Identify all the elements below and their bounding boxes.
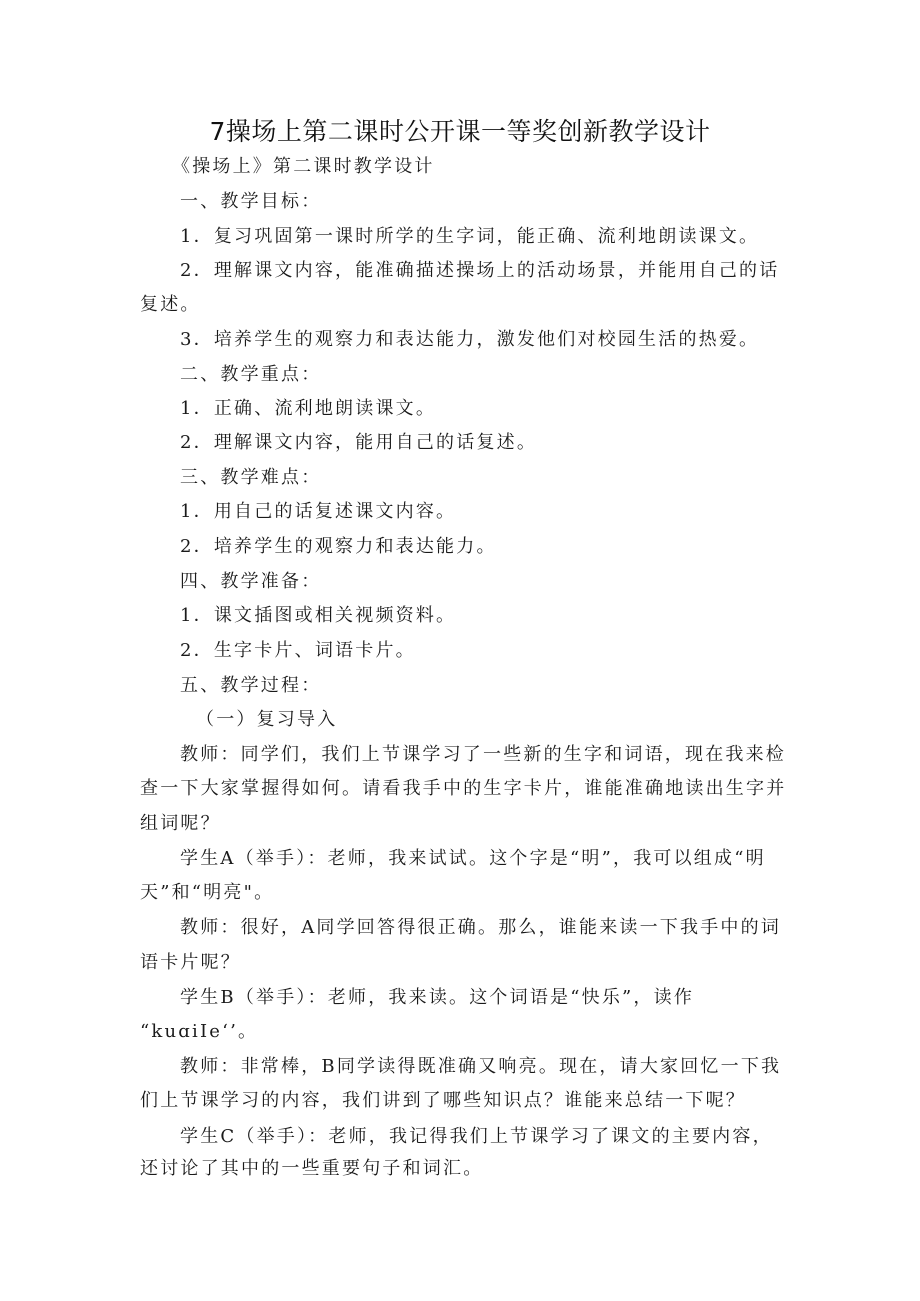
paragraph-line: 1．正确、流利地朗读课文。 (180, 398, 437, 419)
paragraph-line: 组词呢？ (140, 813, 221, 834)
paragraph-line: 1．复习巩固第一课时所学的生字词，能正确、流利地朗读课文。 (180, 226, 760, 247)
document-title: 7操场上第二课时公开课一等奖创新教学设计 (209, 117, 711, 146)
paragraph-line: 2．培养学生的观察力和表达能力。 (180, 536, 497, 557)
paragraph-line: 天”和“明亮"。 (140, 882, 275, 903)
document-subtitle: 《操场上》第二课时教学设计 (172, 156, 435, 177)
paragraph-line: 还讨论了其中的一些重要句子和词汇。 (140, 1158, 484, 1179)
paragraph-line: 学生B（举手）：老师，我来读。这个词语是“快乐”，读作 (180, 987, 695, 1008)
paragraph-line: 教师：非常棒，B同学读得既准确又响亮。现在，请大家回忆一下我 (180, 1056, 782, 1077)
paragraph-line: 1．课文插图或相关视频资料。 (180, 605, 457, 626)
paragraph-line: 学生C（举手）：老师，我记得我们上节课学习了课文的主要内容， (180, 1126, 773, 1147)
paragraph-line: 查一下大家掌握得如何。请看我手中的生字卡片，谁能准确地读出生字并 (140, 778, 787, 799)
paragraph-line: “kuɑiIe‘’。 (140, 1021, 259, 1042)
section-heading-difficulties: 三、教学难点： (180, 467, 322, 488)
section-heading-key-points: 二、教学重点： (180, 364, 322, 385)
section-heading-objectives: 一、教学目标： (180, 191, 322, 212)
subsection-heading-review: （一）复习导入 (196, 709, 338, 730)
paragraph-line: 们上节课学习的内容，我们讲到了哪些知识点？谁能来总结一下呢？ (140, 1090, 746, 1111)
paragraph-line: 2．理解课文内容，能准确描述操场上的活动场景，并能用自己的话 (180, 260, 780, 281)
section-heading-preparation: 四、教学准备： (180, 571, 322, 592)
paragraph-line: 2．理解课文内容，能用自己的话复述。 (180, 432, 538, 453)
paragraph-line: 教师：很好，A同学回答得很正确。那么，谁能来读一下我手中的词 (180, 917, 781, 938)
paragraph-line: 教师：同学们，我们上节课学习了一些新的生字和词语，现在我来检 (180, 744, 786, 765)
paragraph-line: 学生A（举手）：老师，我来试试。这个字是“明”，我可以组成“明 (180, 848, 766, 869)
paragraph-line: 1．用自己的话复述课文内容。 (180, 501, 457, 522)
paragraph-line: 语卡片呢？ (140, 952, 241, 973)
paragraph-line: 2．生字卡片、词语卡片。 (180, 640, 416, 661)
paragraph-line: 3．培养学生的观察力和表达能力，激发他们对校园生活的热爱。 (180, 329, 760, 350)
paragraph-line: 复述。 (140, 294, 201, 315)
section-heading-process: 五、教学过程： (180, 675, 322, 696)
